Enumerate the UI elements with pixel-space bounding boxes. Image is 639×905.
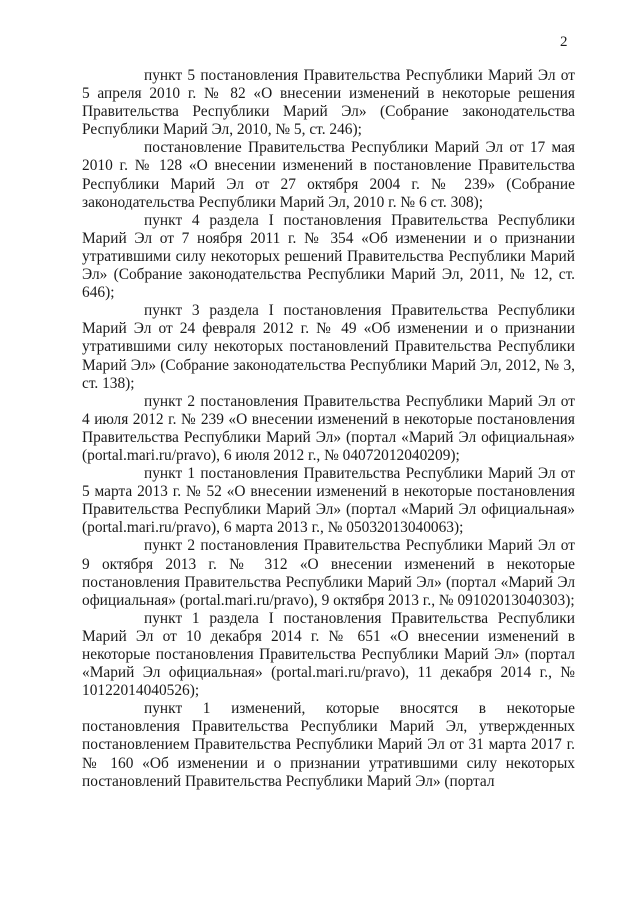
paragraph-8: пункт 1 раздела I постановления Правительства Республики Марий Эл от 10 декабря 2014 г. № 651 «О внесении изменений в некоторые постановления Правительства Республики Марий Эл» (портал «Марий Эл официальная» (portal.mari.ru/pravo), 11 декабря 2014 г., № 10122014040526);: [82, 609, 575, 700]
paragraph-3: пункт 4 раздела I постановления Правительства Республики Марий Эл от 7 ноября 2011 г. № 354 «Об изменении и о признании утратившими силу некоторых решений Правительства Республики Марий Эл» (Собрание законодательства Республики Марий Эл, 2011, № 12, ст. 646);: [82, 211, 575, 302]
document-body: [82, 67, 575, 791]
paragraph-4: пункт 3 раздела I постановления Правительства Республики Марий Эл от 24 февраля 2012 г. № 49 «Об изменении и о признании утратившими силу некоторых постановлений Правительства Республики Марий Эл» (Собрание законодательства Республики Марий Эл, 2012, № 3, ст. 138);: [82, 302, 575, 392]
paragraph-2: постановление Правительства Республики Марий Эл от 17 мая 2010 г. № 128 «О внесении изменений в постановление Правительства Республики Марий Эл от 27 октября 2004 г. № 239» (Собрание законодательства Республики Марий Эл, 2010 г. № 6 ст. 308);: [82, 139, 575, 211]
paragraph-6: пункт 1 постановления Правительства Республики Марий Эл от 5 марта 2013 г. № 52 «О внесении изменений в некоторые постановления Правительства Республики Марий Эл» (портал «Марий Эл официальная» (portal.mari.ru/pravo), 6 марта 2013 г., № 05032013040063);: [82, 465, 575, 537]
paragraph-5: пункт 2 постановления Правительства Республики Марий Эл от 4 июля 2012 г. № 239 «О внесении изменений в некоторые постановления Правительства Республики Марий Эл» (портал «Марий Эл официальная» (portal.mari.ru/pravo), 6 июля 2012 г., № 04072012040209);: [82, 392, 575, 464]
paragraph-7: пункт 2 постановления Правительства Республики Марий Эл от 9 октября 2013 г. № 312 «О внесении изменений в некоторые постановления Правительства Республики Марий Эл» (портал «Марий Эл официальная» (portal.mari.ru/pravo), 9 октября 2013 г., № 09102013040303);: [82, 537, 575, 609]
paragraph-1: пункт 5 постановления Правительства Республики Марий Эл от 5 апреля 2010 г. № 82 «О внесении изменений в некоторые решения Правительства Республики Марий Эл» (Собрание законодательства Республики Марий Эл, 2010, № 5, ст. 246);: [82, 67, 575, 139]
page-number: 2: [560, 34, 568, 50]
paragraph-9: пункт 1 изменений, которые вносятся в некоторые постановления Правительства Республики Марий Эл, утвержденных постановлением Правительства Республики Марий Эл от 31 марта 2017 г. № 160 «Об изменении и о признании утратившими силу некоторых постановлений Правительства Республики Марий Эл» (портал: [82, 700, 575, 790]
